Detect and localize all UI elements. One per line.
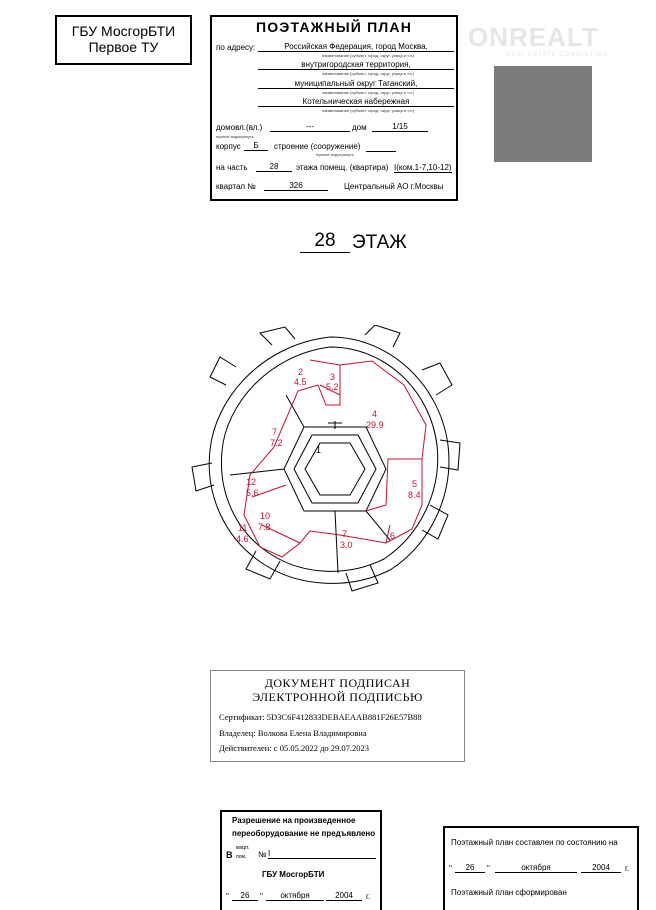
dom-value: 1/15 <box>372 122 428 132</box>
permit-line-2: переоборудование не предъявлено <box>232 829 376 838</box>
building-outline <box>192 325 460 591</box>
room-label: 7 <box>272 427 278 437</box>
state-quote-close: " <box>487 864 490 873</box>
room-label: 2 <box>298 367 304 377</box>
state-box <box>443 826 639 910</box>
permit-v-label: В <box>226 850 233 860</box>
plan-title: ПОЭТАЖНЫЙ ПЛАН <box>255 19 413 35</box>
permit-year-suffix: г. <box>366 892 371 901</box>
permit-month: октября <box>266 891 324 901</box>
address-label: по адресу: <box>216 43 256 52</box>
state-day: 26 <box>455 863 485 873</box>
kvartal-value: 326 <box>264 181 328 191</box>
stamp-certificate: Сертификат: 5D3C6F412833DEBAEAAB881F26E57B88 <box>219 712 422 722</box>
state-quote-open: " <box>449 864 452 873</box>
korpus-value: Б <box>244 141 268 151</box>
permit-org: ГБУ МосгорБТИ <box>262 870 325 879</box>
room-label: 1 <box>316 445 322 455</box>
stamp-validity: Действителен: с 05.05.2022 до 29.07.2023 <box>219 743 370 753</box>
state-line-2: Поэтажный план сформирован <box>451 888 567 897</box>
core-labels <box>316 445 321 455</box>
district-value: Центральный АО г.Москвы <box>344 182 444 191</box>
address-line-2: внутригородская территория, <box>258 60 454 70</box>
permit-year: 2004 <box>326 891 362 901</box>
room-label: 5 <box>412 479 418 489</box>
floor-plan-header <box>210 15 458 201</box>
room-label: 12 <box>246 477 257 487</box>
state-year-suffix: г. <box>625 864 630 873</box>
org-box <box>55 15 192 65</box>
domovl-label: домовл.(вл.) <box>216 123 263 132</box>
permit-quote-close: " <box>260 892 263 901</box>
address-hint-1: наименование (субъект, город, округ, улица и т.п.) <box>322 53 415 58</box>
room-label: 10 <box>260 511 271 521</box>
nachast-value: 28 <box>256 162 292 172</box>
room-label: 11 <box>238 523 248 533</box>
stamp-owner: Владелец: Волкова Елена Владимировна <box>219 728 367 738</box>
permit-no-value: I <box>268 849 376 859</box>
address-line-1: Российская Федерация, город Москва, <box>258 42 454 52</box>
room-area: 7.2 <box>270 438 283 448</box>
room-label: 7 <box>342 529 348 539</box>
state-year: 2004 <box>581 863 621 873</box>
korpus-label: корпус <box>216 142 241 151</box>
floor-plan-drawing <box>190 325 470 595</box>
permit-v-sub: пом. <box>236 854 247 860</box>
permit-v-sup: кварт. <box>236 845 250 851</box>
required-hint-2: нужное подчеркнуть <box>316 152 354 157</box>
permit-box <box>220 810 382 910</box>
room-label: 6 <box>390 531 396 541</box>
room-area: 5.2 <box>326 382 339 392</box>
org-name: ГБУ МосгорБТИ <box>71 23 176 39</box>
state-line-1: Поэтажный план составлен по состоянию на <box>451 838 618 847</box>
redacted-block <box>494 66 592 162</box>
electronic-signature-stamp <box>210 670 465 762</box>
address-hint-4: наименование (субъект, город, округ, улица и т.п.) <box>322 108 415 113</box>
room-label: 3 <box>330 372 336 382</box>
rooms-value: I(ком.1-7,10-12) <box>394 163 452 172</box>
watermark-subtitle: REAL ESTATE CONSULTING <box>506 52 609 58</box>
required-hint-1: нужное подчеркнуть <box>216 134 254 139</box>
etazh-label: этажа помещ. (квартира) <box>296 163 389 172</box>
address-hint-2: наименование (субъект, город, округ, улица и т.п.) <box>322 71 415 76</box>
nachast-label: на часть <box>216 163 248 172</box>
permit-no-label: № <box>258 850 267 859</box>
domovl-value: --- <box>270 122 350 132</box>
floor-number: 28 <box>300 230 350 253</box>
permit-quote-open: " <box>226 892 229 901</box>
stroenie-underline <box>366 151 396 152</box>
room-label: 4 <box>372 409 378 419</box>
room-area: 3.0 <box>340 540 353 550</box>
org-unit: Первое ТУ <box>88 39 159 55</box>
address-line-3: муниципальный округ Таганский, <box>258 79 454 89</box>
stamp-title-1: ДОКУМЕНТ ПОДПИСАН <box>264 676 411 690</box>
stroenie-label: строение (сооружение) <box>274 142 361 151</box>
room-area: 7.8 <box>258 522 271 532</box>
watermark-logo: ONREALT <box>468 22 599 52</box>
state-month: октября <box>495 863 577 873</box>
address-line-4: Котельническая набережная <box>258 97 454 107</box>
room-area: 8.4 <box>408 490 421 500</box>
address-hint-3: наименование (субъект, город, округ, улица и т.п.) <box>322 90 415 95</box>
dom-label: дом <box>352 123 367 132</box>
room-area: 29.9 <box>366 420 384 430</box>
kvartal-label: квартал № <box>216 182 256 191</box>
room-area: 4.6 <box>236 534 249 544</box>
floor-word: ЭТАЖ <box>352 232 407 253</box>
permit-day: 26 <box>232 891 258 901</box>
stamp-title-2: ЭЛЕКТРОННОЙ ПОДПИСЬЮ <box>252 690 423 704</box>
room-area: 4.5 <box>294 377 307 387</box>
room-area: 5.6 <box>246 488 259 498</box>
permit-line-1: Разрешение на произведенное <box>232 816 356 825</box>
